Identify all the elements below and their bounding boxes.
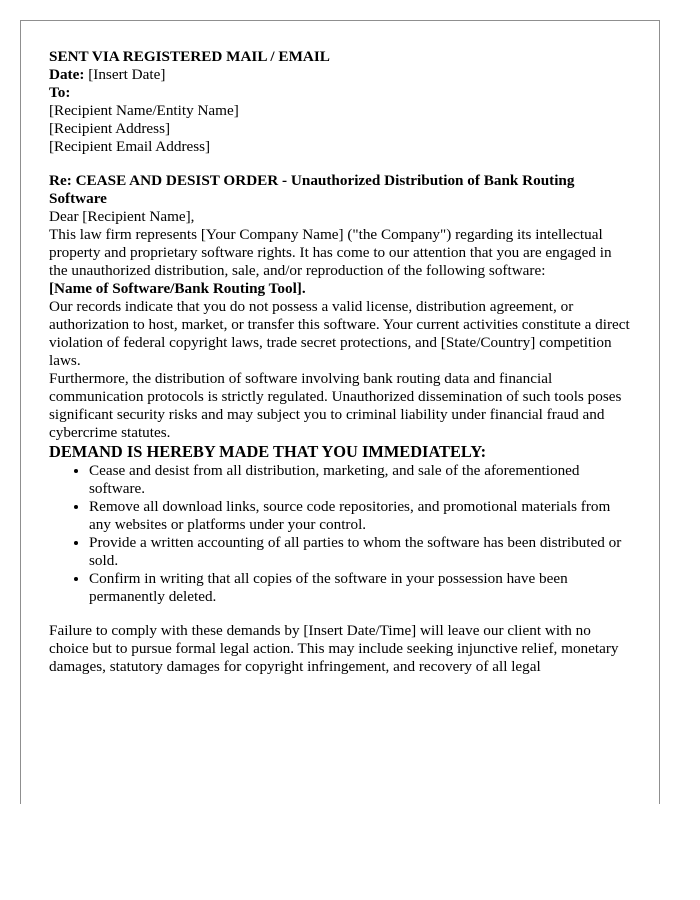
recipient-name: [Recipient Name/Entity Name] [49, 102, 239, 119]
paragraph-consequences: Failure to comply with these demands by [Insert Date/Time] will leave our client with no choice but to pursue formal legal action. This may include seeking injunctive relief, monetary damages, statutory damages for copyright infringement, and recovery of all legal [49, 622, 619, 675]
recipient-block [49, 84, 631, 156]
paragraph-regulation: Furthermore, the distribution of software involving bank routing data and financial communication protocols is strictly regulated. Unauthorized dissemination of such tools poses significant security risks and may subject you to criminal liability under financial fraud and cybercrime statutes. [49, 370, 622, 441]
recipient-address: [Recipient Address] [49, 120, 171, 137]
paragraph-violation: Our records indicate that you do not possess a valid license, distribution agreement, or authorization to host, market, or transfer this software. Your current activities constitute a direct violation of federal copyright laws, trade secret protections, and [State/Country] competition laws. [49, 298, 630, 369]
date-value: [Insert Date] [88, 66, 166, 83]
list-item: • Cease and desist from all distribution, marketing, and sale of the aforementioned software. [89, 462, 631, 498]
paragraph-representation [49, 226, 631, 298]
demand-heading: DEMAND IS HEREBY MADE THAT YOU IMMEDIATELY: [49, 442, 487, 461]
list-item: • Remove all download links, source code repositories, and promotional materials from any websites or platforms under your control. [89, 498, 631, 534]
paragraph-representation-text: This law firm represents [Your Company Name] ("the Company") regarding its intellectual property and proprietary software rights. It has come to our attention that you are engaged in the unauthorized distribution, sale, and/or reproduction of the following software: [49, 226, 612, 279]
letter-page [20, 20, 660, 804]
to-label: To: [49, 84, 71, 101]
list-item: • Confirm in writing that all copies of the software in your possession have been permanently deleted. [89, 570, 631, 606]
software-name [49, 280, 631, 298]
date-line [49, 66, 631, 84]
date-label: Date: [49, 66, 85, 83]
list-item: • Provide a written accounting of all parties to whom the software has been distributed or sold. [89, 534, 631, 570]
demand-list [49, 462, 631, 606]
software-name-text: [Name of Software/Bank Routing Tool] [49, 280, 302, 297]
software-name-period: . [301, 280, 306, 297]
subject-line: Re: CEASE AND DESIST ORDER - Unauthorized Distribution of Bank Routing Software [49, 172, 575, 207]
salutation: Dear [Recipient Name], [49, 208, 195, 225]
sent-via-heading: SENT VIA REGISTERED MAIL / EMAIL [49, 48, 330, 65]
recipient-email: [Recipient Email Address] [49, 138, 211, 155]
